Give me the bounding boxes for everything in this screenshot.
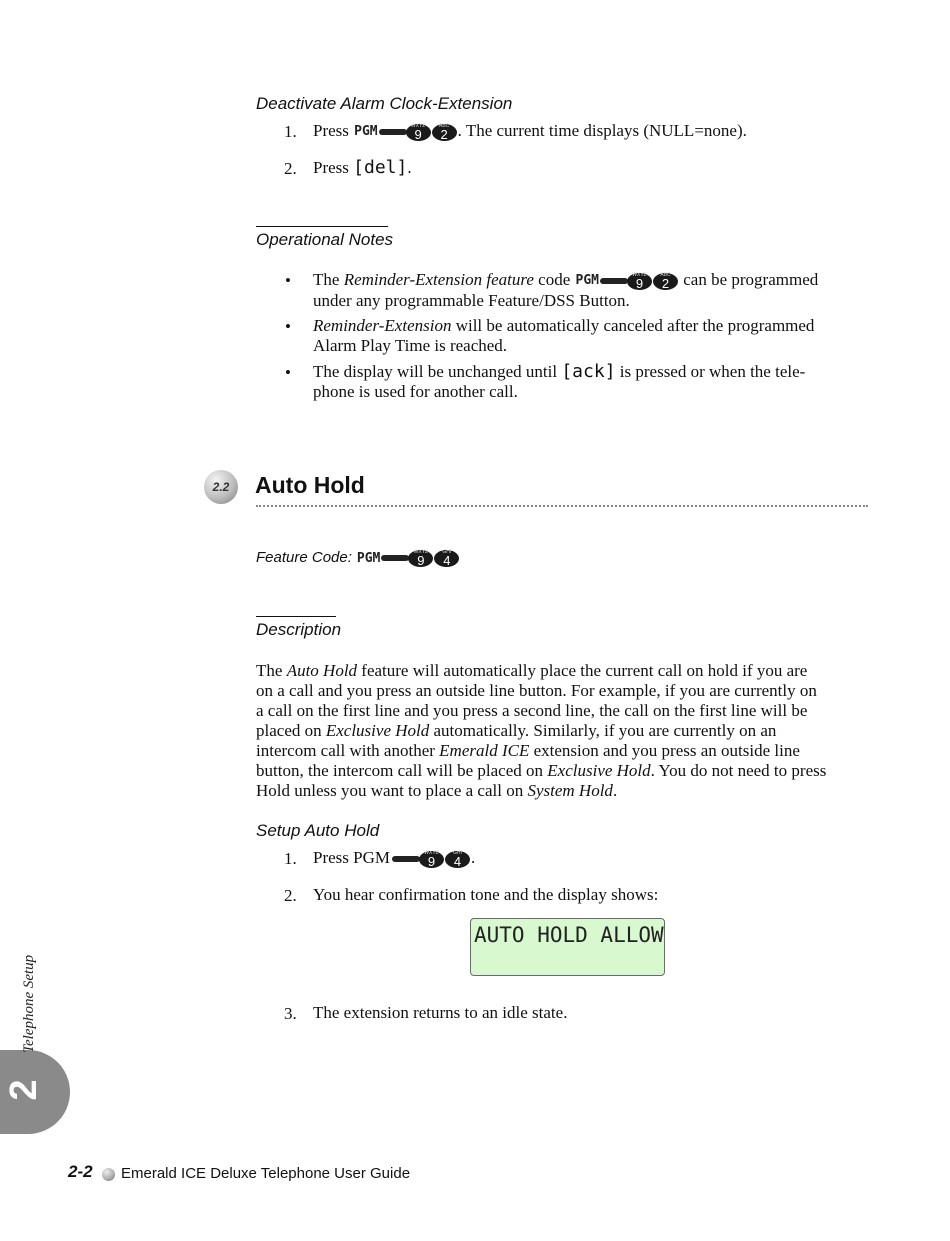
desc-text: . xyxy=(612,781,618,800)
step-number: 3. xyxy=(284,1004,297,1023)
setup-step-2: You hear confirmation tone and the display shows: xyxy=(313,885,659,904)
step-number: 2. xyxy=(284,886,297,905)
desc-italic: Exclusive Hold xyxy=(547,761,651,780)
lcd-display xyxy=(470,918,665,976)
pgm-key-sequence xyxy=(391,851,470,868)
del-softkey-label: [del] xyxy=(353,157,408,178)
dial-key-9-icon: WXYZ 9 xyxy=(406,124,431,141)
footer-title: Emerald ICE Deluxe Telephone User Guide xyxy=(121,1165,411,1182)
note-text: The display will be unchanged until xyxy=(313,362,558,381)
desc-text: . You do not need to press xyxy=(650,761,827,780)
desc-text: button, the intercom call will be placed on xyxy=(256,761,544,780)
note-text: can be programmed xyxy=(683,270,819,289)
handset-cord-icon xyxy=(379,129,407,135)
desc-italic: Emerald ICE xyxy=(439,741,530,760)
desc-line: a call on the first line and you press a second line, the call on the first line will be xyxy=(256,701,808,720)
bullet: • xyxy=(285,317,291,336)
deactivate-step-1 xyxy=(313,121,747,142)
operational-notes-heading: Operational Notes xyxy=(256,230,394,249)
pgm-label: PGM xyxy=(354,124,378,140)
description-heading: Description xyxy=(256,620,342,639)
note-text: Alarm Play Time is reached. xyxy=(313,336,508,355)
deactivate-step-2 xyxy=(313,158,412,178)
pgm-key-sequence xyxy=(576,271,678,291)
step-text: . The current time displays (NULL=none). xyxy=(457,121,747,140)
chapter-tab-label: Telephone Setup xyxy=(21,954,37,1053)
pgm-label: PGM xyxy=(356,550,381,566)
desc-text: The xyxy=(256,661,283,680)
description-paragraph xyxy=(256,661,826,801)
step-text: Press xyxy=(313,158,349,177)
note-text: The xyxy=(313,270,340,289)
heading-rule xyxy=(256,226,388,227)
section-badge xyxy=(204,470,238,504)
setup-step-1 xyxy=(313,848,475,868)
bullet: • xyxy=(285,363,291,382)
note-text: under any programmable Feature/DSS Button. xyxy=(313,291,630,311)
note-italic: Reminder-Extension feature xyxy=(343,270,534,289)
desc-text: intercom call with another xyxy=(256,741,435,760)
step-text: Press PGM xyxy=(313,848,390,867)
note-text: will be automatically canceled after the programmed xyxy=(455,316,815,335)
desc-italic: Auto Hold xyxy=(286,661,358,680)
deactivate-heading: Deactivate Alarm Clock-Extension xyxy=(256,94,513,113)
desc-text: feature will automatically place the current call on hold if you are xyxy=(361,661,808,680)
dial-key-4-icon: GHI 4 xyxy=(434,550,459,567)
section-title: Auto Hold xyxy=(255,472,365,498)
operational-note-3 xyxy=(313,362,805,402)
dial-key-9-icon: WXYZ 9 xyxy=(627,273,652,290)
desc-line: on a call and you press an outside line button. For example, if you are currently on xyxy=(256,681,817,700)
operational-note-2 xyxy=(313,316,814,356)
step-number: 1. xyxy=(284,849,297,868)
chapter-number: 2 xyxy=(3,1079,45,1101)
dial-key-2-icon: ABC 2 xyxy=(653,273,678,290)
section-dotted-rule xyxy=(256,505,868,507)
desc-text: automatically. Similarly, if you are currently on an xyxy=(433,721,777,740)
setup-step-3: The extension returns to an idle state. xyxy=(313,1003,568,1022)
step-text: . xyxy=(407,158,412,177)
note-text: code xyxy=(538,270,571,289)
handset-cord-icon xyxy=(381,555,409,561)
lcd-text: AUTO HOLD ALLOW xyxy=(474,923,664,947)
step-number: 2. xyxy=(284,159,297,178)
dial-key-4-icon: GHI 4 xyxy=(445,851,470,868)
note-text: phone is used for another call. xyxy=(313,382,518,401)
handset-cord-icon xyxy=(600,278,628,284)
footer-dot-icon xyxy=(102,1168,115,1181)
ack-softkey-label: [ack] xyxy=(561,361,616,382)
dial-key-2-icon: ABC 2 xyxy=(432,124,457,141)
section-number: 2.2 xyxy=(212,480,230,494)
dial-key-9-icon: WXYZ 9 xyxy=(419,851,444,868)
pgm-key-sequence xyxy=(357,550,459,567)
desc-italic: System Hold xyxy=(527,781,613,800)
step-number: 1. xyxy=(284,122,297,141)
setup-heading: Setup Auto Hold xyxy=(256,821,380,840)
handset-cord-icon xyxy=(392,856,420,862)
desc-italic: Exclusive Hold xyxy=(325,721,430,740)
desc-text: Hold unless you want to place a call on xyxy=(256,781,524,800)
feature-code-label: Feature Code: xyxy=(256,549,352,566)
operational-note-1 xyxy=(313,270,818,311)
step-text: . xyxy=(471,848,476,867)
pgm-label: PGM xyxy=(575,273,599,289)
desc-text: placed on xyxy=(256,721,322,740)
note-text: is pressed or when the tele- xyxy=(619,362,806,381)
bullet: • xyxy=(285,271,291,290)
dial-key-9-icon: WXYZ 9 xyxy=(408,550,433,567)
heading-rule xyxy=(256,616,336,617)
step-text: Press xyxy=(313,121,349,140)
feature-code-line xyxy=(256,549,460,567)
desc-text: extension and you press an outside line xyxy=(533,741,800,760)
page-number: 2-2 xyxy=(68,1162,93,1181)
pgm-key-sequence xyxy=(354,122,456,142)
note-italic: Reminder-Extension xyxy=(313,316,452,335)
